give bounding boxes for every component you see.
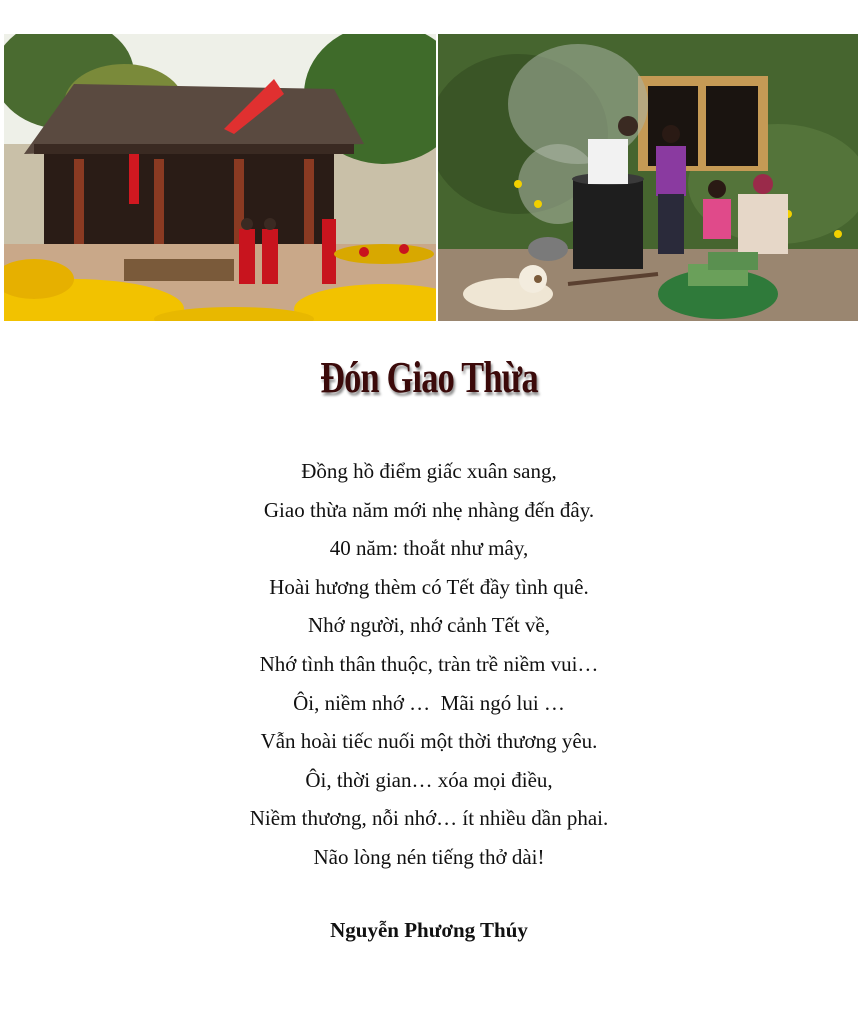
poem-line: Nhớ người, nhớ cảnh Tết về, <box>307 613 550 638</box>
poem-line: Não lòng nén tiếng thở dài! <box>313 844 545 869</box>
poem-line: Ôi, thời gian… xóa mọi điều, <box>305 767 553 792</box>
photo-family-cooking-banh-chung <box>438 34 858 321</box>
poem-body <box>0 452 858 877</box>
poem-line: Niềm thương, nỗi nhớ… ít nhiều dần phai. <box>249 806 609 831</box>
author-name: Nguyễn Phương Thúy <box>330 918 528 942</box>
poem-line: Ôi, niềm nhớ … Mãi ngó lui … <box>293 690 565 715</box>
poem-line: Vẫn hoài tiếc nuối một thời thương yêu. <box>260 729 598 754</box>
poem-title: Đón Giao Thừa <box>320 353 538 402</box>
poem-line: 40 năm: thoắt như mây, <box>329 536 529 561</box>
poem-line: Nhớ tình thân thuộc, tràn trề niềm vui… <box>259 651 599 676</box>
poem-line: Đồng hồ điểm giấc xuân sang, <box>301 459 557 483</box>
photo-village-house-tet <box>4 34 436 321</box>
poem-line: Giao thừa năm mới nhẹ nhàng đến đây. <box>263 497 595 522</box>
photo-strip <box>4 34 858 321</box>
poem-line: Hoài hương thèm có Tết đầy tình quê. <box>269 574 589 599</box>
